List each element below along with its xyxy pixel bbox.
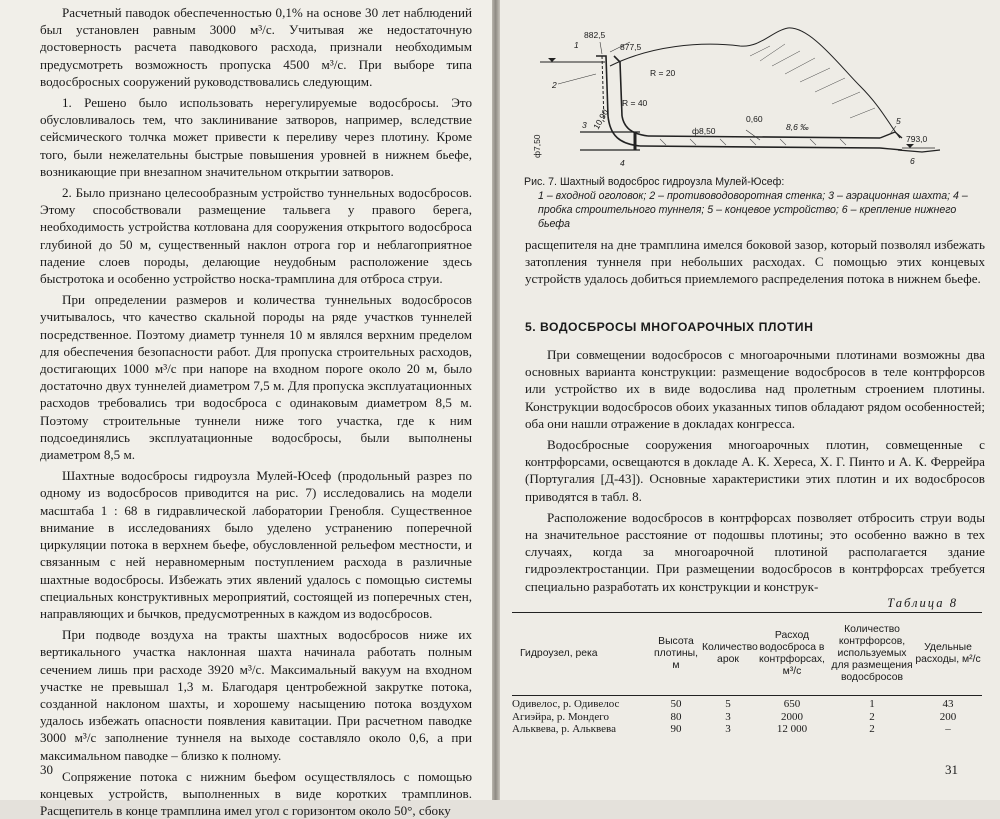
cell: 3 (725, 710, 731, 723)
book-gutter (492, 0, 500, 800)
cell: 12 000 (776, 723, 808, 735)
tailwater-marker (906, 144, 914, 148)
leader-lines (558, 42, 896, 140)
table-header-row (512, 613, 982, 695)
cell: 2 (869, 710, 875, 723)
paragraph: 1. Решено было использовать нерегулируемые водосбросы. Это обусловливалось тем, что заклинивание затворов, например, вследствие сейсмического толчка может привести к переливу через плотину. Кроме того, были нежелательны быстрые повышения уровней в нижнем бьефе, возникающие при внезапном значительном открытии затворов. (40, 95, 472, 179)
right-page (500, 0, 1000, 800)
hill-hatching (750, 44, 875, 118)
header-cell: Количество арок (702, 642, 758, 665)
header-cell: Количество контрфорсов, используемых для размещения водосбросов (831, 624, 913, 683)
right-continuation-text (525, 236, 985, 288)
label-n5: 5 (896, 116, 901, 126)
cell: 2000 (781, 710, 803, 723)
table-row (512, 711, 982, 724)
table-body (512, 696, 982, 736)
label-outlet-elev: 793,0 (906, 134, 928, 144)
label-dia-750: ф7,50 (532, 134, 542, 158)
cell: 200 (939, 710, 957, 723)
cell: 5 (725, 698, 731, 710)
label-060: 0,60 (746, 114, 763, 124)
caption-lead: Рис. 7. Шахтный водосброс гидроузла Мулей-Юсеф: (524, 176, 785, 188)
header-cell: Высота плотины, м (653, 636, 698, 671)
paragraph: Расчетный паводок обеспеченностью 0,1% на основе 30 лет наблюдений был установлен равным 3000 м³/с. Учитывая же недостаточную достоверность расчета паводкового расхода, признали необходимым предусмотреть возможность пропуска 4500 м³/с. При выборе типа водосбросных сооружений руководствовались следующим. (40, 5, 472, 89)
cell: Одивелос, р. Одивелос (512, 698, 620, 710)
tunnel (640, 136, 880, 148)
section-heading: 5. ВОДОСБРОСЫ МНОГОАРОЧНЫХ ПЛОТИН (525, 320, 814, 334)
label-crest-elev: 882,5 (584, 30, 606, 40)
page-number: 31 (945, 762, 958, 777)
label-r20: R = 20 (650, 68, 676, 78)
table-row (512, 698, 982, 711)
inclined-shaft (608, 116, 648, 146)
label-dia-850: ф8,50 (692, 126, 716, 136)
cell: – (945, 723, 951, 735)
label-n4: 4 (620, 158, 625, 168)
paragraph: Расположение водосбросов в контрфорсах позволяет отбросить струи воды на значительное расстояние от подошвы плотины; это особенно важно в тех случаях, когда за многоарочной плотиной располагается здание гидроэлектростанции. При размещении водосбросов в контрфорсах требуется специально разработать их конструкции и конструк- (525, 509, 985, 594)
label-10-90: 10,90 (591, 107, 611, 131)
label-r40: R = 40 (622, 98, 648, 108)
right-page-text (525, 346, 985, 595)
paragraph: При подводе воздуха на тракты шахтных водосбросов ниже их вертикального участка наклонная шахта начинала работать полным сечением лишь при расходе 3920 м³/с. Максимальный вакуум на входном участке не превышал 1,3 м. Благодаря центробежной закрутке потока, созданной наклоном шахты, и хорошему насыщению потока воздухом удалось избежать опасности появления кавитации. При расчетном паводке 3000 м³/с заполнение туннеля на выходе составляло около 0,6, а при максимальном паводке – близко к полному. (40, 627, 472, 763)
outlet-structure (880, 132, 902, 150)
intake-crest (596, 56, 622, 116)
cell: Агиэйра, р. Мондего (512, 710, 609, 723)
tunnel-hatching (660, 139, 846, 145)
table-row (512, 723, 982, 736)
left-page-text (40, 4, 472, 819)
cell: 50 (670, 698, 682, 710)
data-table (512, 612, 982, 736)
cell: 90 (670, 723, 682, 735)
cell: 2 (869, 723, 875, 735)
spillway-section-figure (510, 26, 990, 171)
paragraph: При определении размеров и количества туннельных водосбросов учитывалось, что качество скальной породы на ряде участков туннелей посредственное. Поэтому диаметр туннеля 10 м являлся верхним пределом для обеспечения безопасности работ. Для пропуска строительных расходов, достигающих 1000 м³/с при напоре на входном пороге около 20 м, было достаточно двух туннелей диаметром 7,5 м. Для пропуска эксплуатационных расходов требовались три водосброса с одинаковым диаметром 8,5 м. Поэтому строительные туннели ниже того участка, где к ним подсоединялись эксплуатационные водосбросы, были выполнены диаметром 8,5 м. (40, 292, 472, 463)
cell: 650 (783, 698, 801, 710)
label-n2: 2 (552, 80, 557, 90)
label-n3: 3 (582, 120, 587, 130)
cell: Альквева, р. Альквева (512, 723, 616, 735)
paragraph: Шахтные водосбросы гидроузла Мулей-Юсеф (продольный разрез по одному из водосбросов приводится на рис. 7) исследовались на модели масштаба 1 : 68 в гидравлической лаборатории Гренобля. Существенное внимание в исследованиях было уделено устранению поперечной циркуляции потока в верхнем бьефе, обусловленной рельефом местности, и связанным с ней неравномерным поступлением расхода в различные шахтные водосбросы. Избежать этих явлений удалось с помощью системы специальных конструктивных мероприятий, состоящей из поперечных стен, направляющих и бычков, предусмотренных в каждом из водосбросов. (40, 468, 472, 621)
label-sill-elev: 877,5 (620, 42, 642, 52)
header-cell: Расход водосброса в контрфорсах, м³/с (759, 630, 825, 677)
left-page (0, 0, 492, 819)
paragraph: При совмещении водосбросов с многоарочными плотинами возможны два основных варианта конструкции: размещение водосбросов в теле контрфорсов или устройство их в виде водослива над пролетным строением плотины. Конструкции водосбросов обоих указанных типов обладают рядом особенностей; оба они нашли отражение в докладах конгресса. (525, 347, 985, 431)
figure-caption (524, 175, 982, 231)
downstream-lining (898, 150, 940, 152)
paragraph: 2. Было признано целесообразным устройство туннельных водосбросов. Этому способствовали размещение тальвега у правого берега, необходимость устройства котлована для сооружения открытого водосброса глубиной до 50 м, существенный наклон отрога гор и неблагоприятное падение слоев породы, делающие неудобным расположение здесь быстротока и особенно устройство носка-трамплина для отброса струи. (40, 185, 472, 287)
label-n6: 6 (910, 156, 915, 166)
paragraph: расщепителя на дне трамплина имелся боковой зазор, который позволял избежать затопления туннеля при небольших расходах. С помощью этих концевых устройств удалось добиться приемлемого распределения потока в нижнем бьефе. (525, 237, 985, 287)
table-title: Таблица 8 (887, 596, 958, 610)
header-cell: Гидроузел, река (520, 648, 598, 659)
header-cell: Удельные расходы, м²/с (915, 642, 981, 665)
label-slope: 8,6 ‰ (786, 122, 809, 132)
cell: 80 (670, 710, 682, 723)
paragraph: Водосбросные сооружения многоарочных плотин, совмещенные с контрфорсами, освещаются в докладе А. К. Хереса, Х. Г. Пинто и А. К. Феррейра (Португалия [Д-43]). Основные характеристики этих плотин и их водосбросов приводятся в табл. 8. (525, 437, 985, 504)
cell: 1 (869, 698, 875, 710)
paragraph: Сопряжение потока с нижним бьефом осуществлялось с помощью концевых устройств, выполненных в виде коротких трамплинов. Расщепитель в конце трамплина имел угол с горизонтом около 50°, сбоку (40, 768, 472, 819)
cell: 3 (725, 723, 731, 735)
water-level-marker (548, 58, 556, 62)
cell: 43 (942, 698, 954, 710)
page-number: 30 (40, 762, 53, 777)
label-n1: 1 (574, 40, 579, 50)
construction-tunnel (580, 132, 640, 150)
caption-legend: 1 – входной оголовок; 2 – противоводоворотная стенка; 3 – аэрационная шахта; 4 – пробка строительного туннеля; 5 – концевое устройство; 6 – крепление нижнего бьефа (538, 190, 968, 230)
